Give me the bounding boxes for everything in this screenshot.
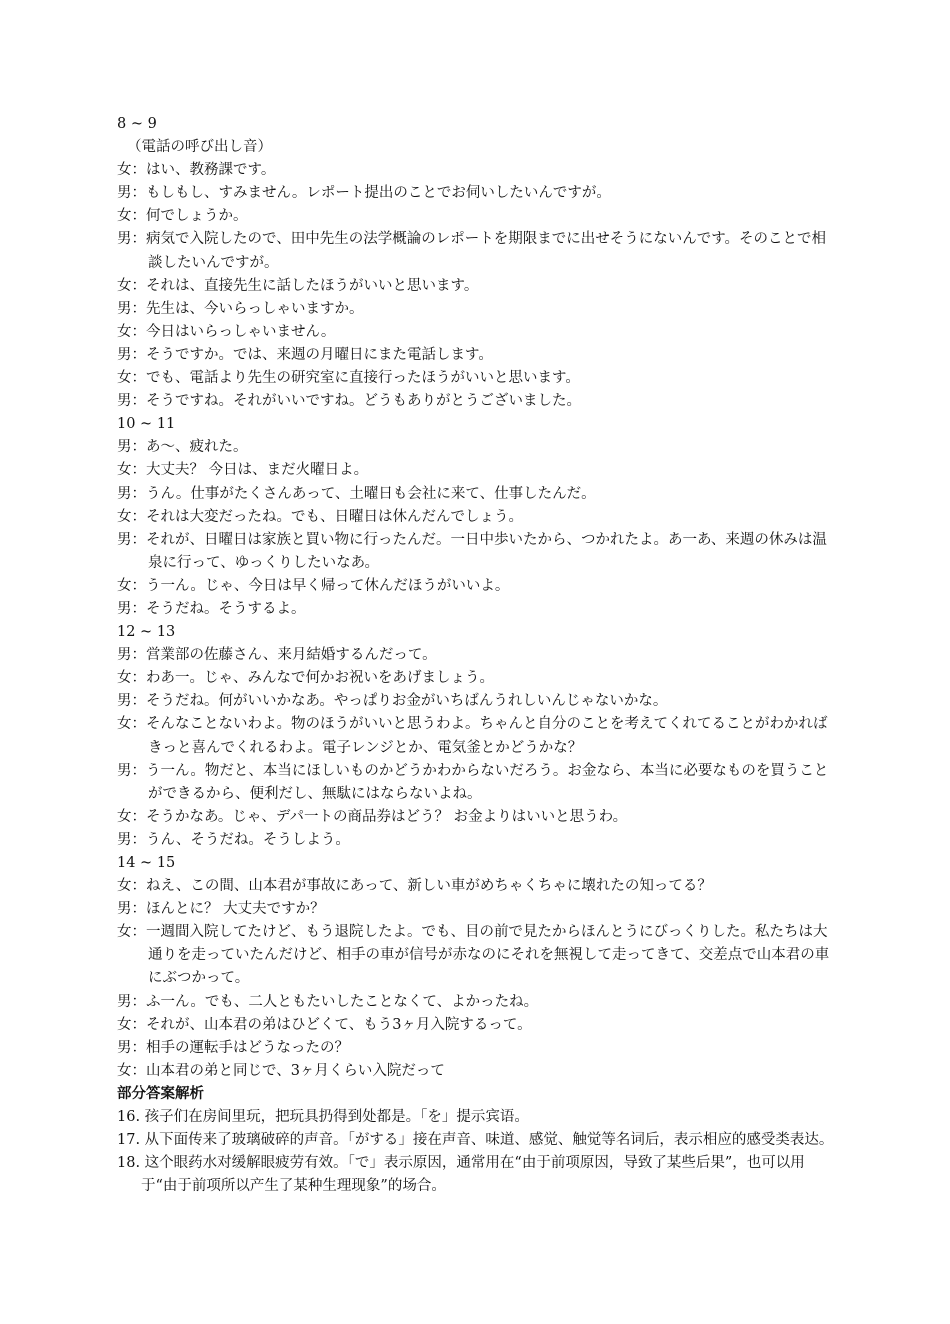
answer-item: 17. 从下面传来了玻璃破碎的声音。「がする」接在声音、味道、感觉、触觉等名词后，表示相应的感受类表达。 bbox=[117, 1132, 834, 1149]
dialogue-line bbox=[117, 1014, 839, 1037]
speaker-label: 女： bbox=[117, 808, 146, 825]
speaker-label: 女： bbox=[117, 370, 146, 387]
section-note: （電話の呼び出し音） bbox=[127, 139, 272, 156]
dialogue-line bbox=[117, 806, 839, 829]
speaker-label: 男： bbox=[117, 439, 146, 456]
speaker-label: 女： bbox=[117, 208, 146, 225]
speaker-label: 男： bbox=[117, 693, 146, 710]
dialogue-line bbox=[117, 529, 839, 575]
line-text: うん、そうだね。そうしよう。 bbox=[146, 831, 350, 848]
dialogue-line bbox=[117, 159, 839, 182]
speaker-label: 女： bbox=[117, 1062, 146, 1079]
dialogue-line bbox=[117, 690, 839, 713]
dialogue-line bbox=[117, 205, 839, 228]
line-text: 山本君の弟と同じで、3ヶ月くらい入院だって bbox=[146, 1062, 445, 1079]
line-text: それは大変だったね。でも、日曜日は休んだんでしょう。 bbox=[146, 508, 523, 525]
line-text: 先生は、今いらっしゃいますか。 bbox=[146, 300, 364, 317]
dialogue-section bbox=[117, 413, 839, 621]
line-text: 相手の運転手はどうなったの？ bbox=[146, 1039, 349, 1056]
dialogue-line bbox=[117, 713, 839, 759]
dialogue-line bbox=[117, 344, 839, 367]
line-text: でも、電話より先生の研究室に直接行ったほうがいいと思います。 bbox=[146, 370, 580, 387]
line-text: うん。仕事がたくさんあって、土曜日も会社に来て、仕事したんだ。 bbox=[146, 485, 596, 502]
line-text: 一週間入院してたけど、もう退院したよ。でも、目の前で見たからほんとうにびっくりした。私たちは大通りを走っていたんだけど、相手の車が信号が赤なのにそれを無視して走ってきて、交差点で山本君の車にぶつかって。 bbox=[146, 924, 830, 987]
line-text: う一ん。物だと、本当にほしいものかどうかわからないだろう。お金なら、本当に必要なものを買うことができるから、便利だし、無駄にはならないよね。 bbox=[146, 762, 829, 802]
dialogue-line bbox=[117, 644, 839, 667]
line-text: そうだね。何がいいかなあ。やっぱりお金がいちばんうれしいんじゃないかな。 bbox=[146, 693, 668, 710]
dialogue-line bbox=[117, 575, 839, 598]
dialogue-line bbox=[117, 991, 839, 1014]
dialogue-line bbox=[117, 760, 839, 806]
section-number: 14 ~ 15 bbox=[117, 855, 176, 871]
speaker-label: 女： bbox=[117, 716, 146, 733]
speaker-label: 男： bbox=[117, 485, 146, 502]
dialogue-line bbox=[117, 228, 839, 274]
speaker-label: 女： bbox=[117, 323, 146, 340]
line-text: わあ一。じゃ、みんなで何かお祝いをあげましょう。 bbox=[146, 670, 494, 687]
speaker-label: 男： bbox=[117, 762, 146, 779]
speaker-label: 女： bbox=[117, 277, 146, 294]
line-text: ふ一ん。でも、二人ともたいしたことなくて、よかったね。 bbox=[146, 993, 539, 1010]
speaker-label: 男： bbox=[117, 600, 146, 617]
section-number: 12 ~ 13 bbox=[117, 624, 176, 641]
line-text: 大丈夫？ 今日は、まだ火曜日よ。 bbox=[146, 462, 369, 479]
speaker-label: 女： bbox=[117, 924, 146, 941]
line-text: それが、日曜日は家族と買い物に行ったんだ。一日中歩いたから、つかれたよ。あ一あ、来週の休みは温泉に行って、ゆっくりしたいなあ。 bbox=[146, 531, 827, 571]
line-text: 営業部の佐藤さん、来月結婚するんだって。 bbox=[146, 647, 437, 664]
line-text: う一ん。じゃ、今日は早く帰って休んだほうがいいよ。 bbox=[146, 577, 510, 594]
speaker-label: 男： bbox=[117, 1039, 146, 1056]
answer-item: 16. 孩子们在房间里玩，把玩具扔得到处都是。「を」提示宾语。 bbox=[117, 1109, 529, 1126]
speaker-label: 女： bbox=[117, 577, 146, 594]
answer-item: 18. 这个眼药水对缓解眼疲劳有效。「で」表示原因，通常用在“由于前项原因，导致了某些后果”，也可以用于“由于前项所以产生了某种生理现象”的场合。 bbox=[117, 1155, 805, 1195]
line-text: それが、山本君の弟はひどくて、もう3ヶ月入院するって。 bbox=[146, 1016, 532, 1033]
speaker-label: 女： bbox=[117, 462, 146, 479]
line-text: もしもし、すみません。レポート提出のことでお伺いしたいんですが。 bbox=[146, 185, 611, 202]
dialogue-line bbox=[117, 459, 839, 482]
speaker-label: 女： bbox=[117, 670, 146, 687]
speaker-label: 男： bbox=[117, 185, 146, 202]
dialogue-line bbox=[117, 875, 839, 898]
line-text: あ～、疲れた。 bbox=[146, 439, 248, 456]
line-text: 今日はいらっしゃいません。 bbox=[146, 323, 336, 340]
dialogue-line bbox=[117, 436, 839, 459]
section-number: 8 ~ 9 bbox=[117, 116, 157, 132]
dialogue-line bbox=[117, 598, 839, 621]
section-number: 10 ~ 11 bbox=[117, 416, 176, 433]
line-text: 病気で入院したので、田中先生の法学概論のレポートを期限までに出せそうにないんです。そのことで相談したいんですが。 bbox=[146, 231, 827, 271]
speaker-label: 男： bbox=[117, 393, 146, 410]
dialogue-line bbox=[117, 667, 839, 690]
speaker-label: 男： bbox=[117, 346, 146, 363]
speaker-label: 女： bbox=[117, 1016, 146, 1033]
document-body bbox=[117, 113, 839, 1198]
answer-analysis bbox=[117, 1083, 839, 1198]
dialogue-line bbox=[117, 390, 839, 413]
speaker-label: 女： bbox=[117, 508, 146, 525]
dialogue-line bbox=[117, 898, 839, 921]
dialogue-sections bbox=[117, 113, 839, 1083]
dialogue-line bbox=[117, 506, 839, 529]
speaker-label: 女： bbox=[117, 878, 146, 895]
speaker-label: 女： bbox=[117, 162, 146, 179]
speaker-label: 男： bbox=[117, 300, 146, 317]
dialogue-section bbox=[117, 621, 839, 852]
dialogue-line bbox=[117, 275, 839, 298]
line-text: そうかなあ。じゃ、デパ一トの商品券はどう？ お金よりはいいと思うわ。 bbox=[146, 808, 628, 825]
line-text: そうですか。では、来週の月曜日にまた電話します。 bbox=[146, 346, 493, 363]
answer-title: 部分答案解析 bbox=[117, 1085, 204, 1102]
answer-list bbox=[117, 1106, 839, 1198]
speaker-label: 男： bbox=[117, 231, 146, 248]
line-text: ほんとに？ 大丈夫ですか？ bbox=[146, 901, 325, 918]
line-text: はい、教務課です。 bbox=[146, 162, 276, 179]
dialogue-line bbox=[117, 1037, 839, 1060]
line-text: そうですね。それがいいですね。どうもありがとうございました。 bbox=[146, 393, 581, 410]
speaker-label: 男： bbox=[117, 647, 146, 664]
dialogue-section bbox=[117, 113, 839, 413]
dialogue-line bbox=[117, 321, 839, 344]
dialogue-line bbox=[117, 1060, 839, 1083]
dialogue-line bbox=[117, 829, 839, 852]
dialogue-line bbox=[117, 367, 839, 390]
line-text: ねえ、この間、山本君が事故にあって、新しい車がめちゃくちゃに壊れたの知ってる？ bbox=[146, 878, 712, 895]
speaker-label: 男： bbox=[117, 901, 146, 918]
line-text: そうだね。そうするよ。 bbox=[146, 600, 306, 617]
line-text: そんなことないわよ。物のほうがいいと思うわよ。ちゃんと自分のことを考えてくれてることがわかればきっと喜んでくれるわよ。電子レンジとか、電気釜とかどうかな？ bbox=[146, 716, 828, 756]
dialogue-line bbox=[117, 483, 839, 506]
line-text: 何でしょうか。 bbox=[146, 208, 248, 225]
dialogue-line bbox=[117, 298, 839, 321]
dialogue-section bbox=[117, 852, 839, 1083]
speaker-label: 男： bbox=[117, 531, 146, 548]
dialogue-line bbox=[117, 182, 839, 205]
speaker-label: 男： bbox=[117, 831, 146, 848]
speaker-label: 男： bbox=[117, 993, 146, 1010]
dialogue-line bbox=[117, 921, 839, 990]
line-text: それは、直接先生に話したほうがいいと思います。 bbox=[146, 277, 479, 294]
